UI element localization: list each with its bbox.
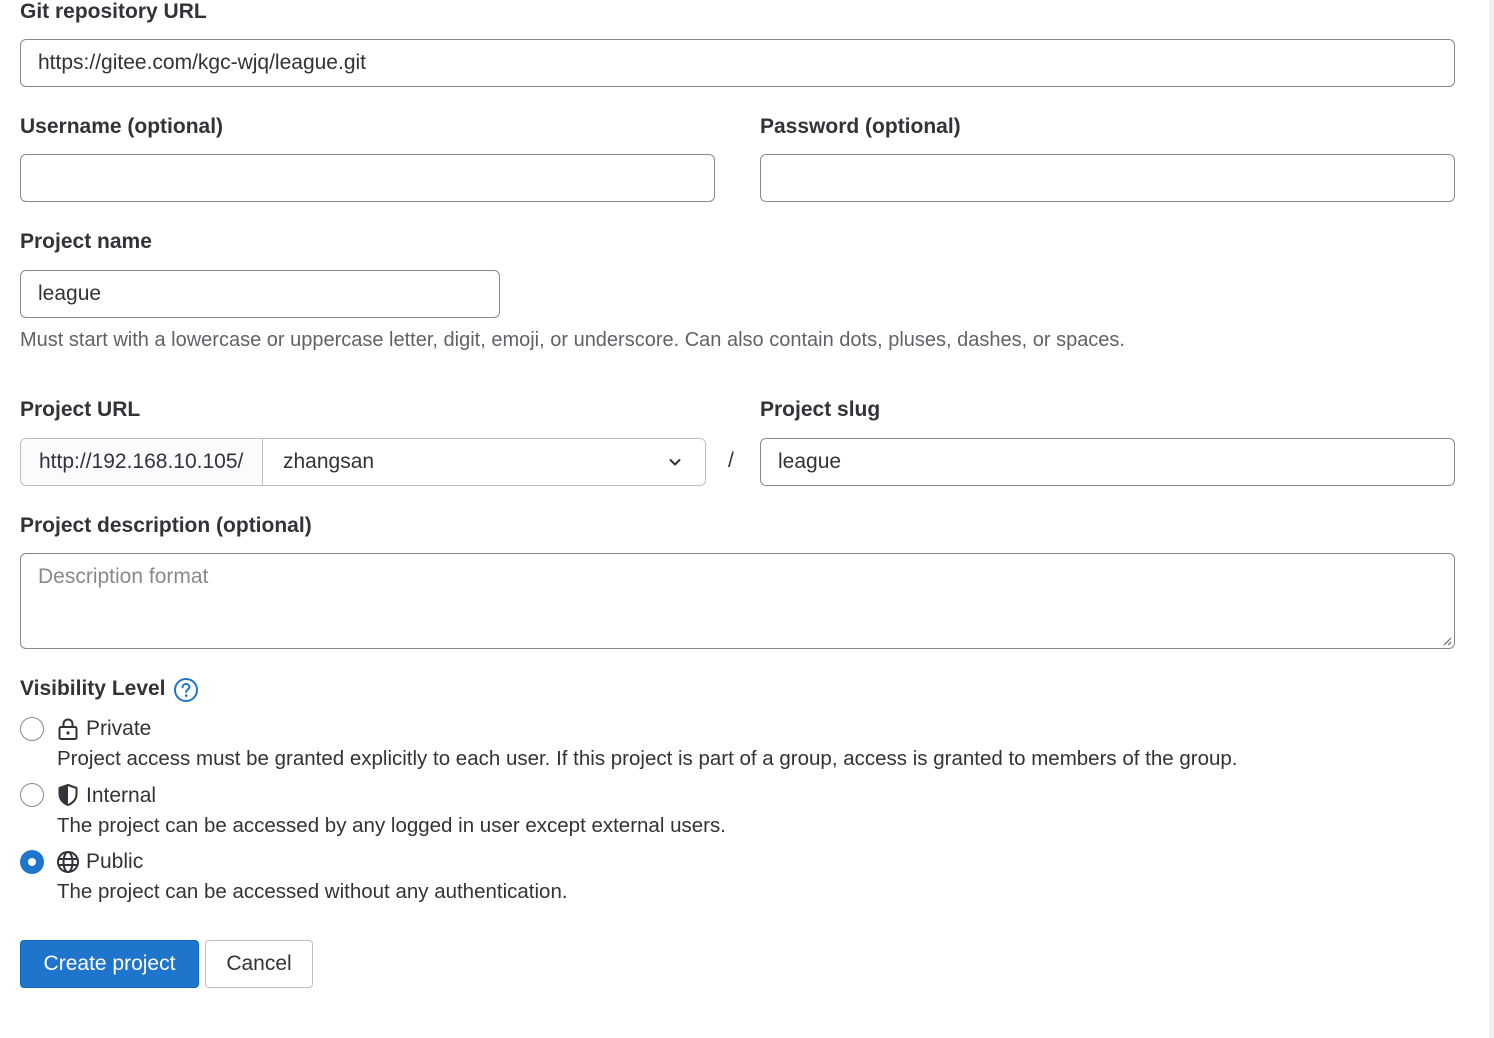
globe-icon xyxy=(56,850,80,874)
chevron-down-icon xyxy=(667,454,683,470)
project-description-label: Project description (optional) xyxy=(20,514,312,537)
lock-icon xyxy=(56,717,80,741)
visibility-private-label[interactable]: Private xyxy=(86,717,152,740)
username-label: Username (optional) xyxy=(20,115,224,138)
project-slug-value: league xyxy=(778,450,842,473)
project-name-input[interactable] xyxy=(20,270,500,318)
visibility-internal-radio[interactable] xyxy=(20,783,44,807)
cancel-button[interactable]: Cancel xyxy=(205,940,313,988)
project-description-placeholder: Description format xyxy=(38,565,209,588)
scrollbar-track[interactable] xyxy=(1489,0,1494,1038)
visibility-internal-description: The project can be accessed by any logged in user except external users. xyxy=(57,814,726,837)
visibility-public-description: The project can be accessed without any authentication. xyxy=(57,880,568,903)
username-input[interactable] xyxy=(20,154,715,202)
visibility-public-label[interactable]: Public xyxy=(86,850,144,873)
namespace-select-value: zhangsan xyxy=(283,450,375,473)
project-url-group xyxy=(20,438,706,486)
visibility-private-radio[interactable] xyxy=(20,717,44,741)
visibility-private-description: Project access must be granted explicitly to each user. If this project is part of a group, access is granted to members of the group. xyxy=(57,747,1238,770)
url-separator: / xyxy=(728,449,734,472)
git-repo-url-input[interactable] xyxy=(20,39,1455,87)
shield-icon xyxy=(56,783,80,807)
git-repo-url-value: https://gitee.com/kgc-wjq/league.git xyxy=(38,51,367,74)
project-name-hint: Must start with a lowercase or uppercase letter, digit, emoji, or underscore. Can also contain dots, pluses, dashes, or spaces. xyxy=(20,329,1125,351)
project-slug-label: Project slug xyxy=(760,398,881,421)
project-url-label: Project URL xyxy=(20,398,141,421)
visibility-public-radio[interactable] xyxy=(20,850,44,874)
question-circle-icon[interactable] xyxy=(173,677,199,703)
visibility-internal-label[interactable]: Internal xyxy=(86,784,157,807)
project-description-textarea[interactable] xyxy=(20,553,1455,649)
project-url-prefix xyxy=(21,439,263,485)
create-project-button[interactable]: Create project xyxy=(20,940,199,988)
password-label: Password (optional) xyxy=(760,115,961,138)
project-name-label: Project name xyxy=(20,230,152,253)
project-slug-input[interactable] xyxy=(760,438,1455,486)
namespace-select[interactable] xyxy=(263,439,705,485)
git-repo-url-label: Git repository URL xyxy=(20,0,207,23)
visibility-level-label: Visibility Level xyxy=(20,677,166,700)
project-url-prefix-text: http://192.168.10.105/ xyxy=(39,450,244,473)
project-name-value: league xyxy=(38,282,102,305)
resize-handle-icon[interactable] xyxy=(1442,636,1452,646)
password-input[interactable] xyxy=(760,154,1455,202)
